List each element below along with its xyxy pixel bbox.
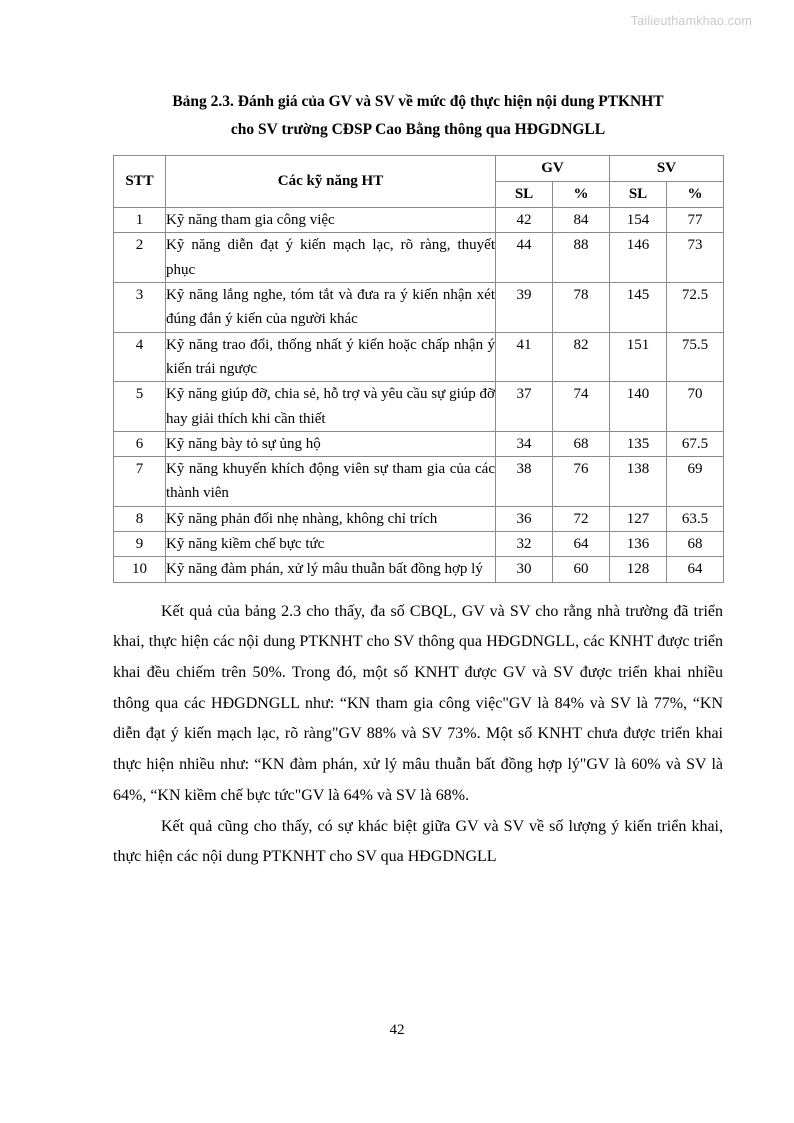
table-header <box>114 156 724 208</box>
cell-skill-name: Kỹ năng khuyến khích động viên sự tham gia của các thành viên <box>166 457 496 507</box>
cell-sv-percent: 69 <box>667 457 724 507</box>
cell-gv-sl: 37 <box>496 382 553 432</box>
evaluation-table <box>113 155 724 582</box>
cell-stt: 3 <box>114 283 166 333</box>
cell-gv-percent: 84 <box>553 208 610 233</box>
table-row <box>114 382 724 432</box>
cell-stt: 1 <box>114 208 166 233</box>
cell-gv-sl: 36 <box>496 506 553 531</box>
table-row <box>114 457 724 507</box>
cell-sv-sl: 127 <box>610 506 667 531</box>
cell-stt: 7 <box>114 457 166 507</box>
cell-skill-name: Kỹ năng lắng nghe, tóm tắt và đưa ra ý kiến nhận xét đúng đắn ý kiến của người khác <box>166 283 496 333</box>
cell-sv-percent: 73 <box>667 233 724 283</box>
cell-gv-percent: 88 <box>553 233 610 283</box>
cell-sv-percent: 63.5 <box>667 506 724 531</box>
cell-sv-sl: 128 <box>610 557 667 582</box>
cell-gv-percent: 64 <box>553 532 610 557</box>
cell-skill-name: Kỹ năng kiềm chế bực tức <box>166 532 496 557</box>
column-header-sv-percent: % <box>667 182 724 208</box>
cell-sv-sl: 138 <box>610 457 667 507</box>
column-header-gv-percent: % <box>553 182 610 208</box>
cell-gv-percent: 60 <box>553 557 610 582</box>
table-caption-line-1: Bảng 2.3. Đánh giá của GV và SV về mức độ thực hiện nội dung PTKNHT <box>172 93 664 110</box>
column-group-header-sv: SV <box>610 156 724 182</box>
cell-sv-sl: 135 <box>610 431 667 456</box>
cell-sv-sl: 140 <box>610 382 667 432</box>
cell-stt: 10 <box>114 557 166 582</box>
cell-sv-sl: 151 <box>610 332 667 382</box>
cell-gv-percent: 68 <box>553 431 610 456</box>
cell-gv-percent: 82 <box>553 332 610 382</box>
cell-gv-percent: 78 <box>553 283 610 333</box>
cell-sv-percent: 64 <box>667 557 724 582</box>
table-row <box>114 283 724 333</box>
table-caption <box>113 88 723 143</box>
page-content <box>113 0 723 873</box>
cell-gv-sl: 42 <box>496 208 553 233</box>
column-header-stt: STT <box>114 156 166 208</box>
cell-gv-percent: 74 <box>553 382 610 432</box>
table-caption-line-2: cho SV trường CĐSP Cao Bằng thông qua HĐGDNGLL <box>230 120 606 138</box>
cell-skill-name: Kỹ năng tham gia công việc <box>166 208 496 233</box>
table-header-row-1 <box>114 156 724 182</box>
cell-stt: 4 <box>114 332 166 382</box>
table-row <box>114 332 724 382</box>
cell-sv-sl: 146 <box>610 233 667 283</box>
site-watermark: Tailieuthamkhao.com <box>630 14 752 28</box>
cell-gv-sl: 30 <box>496 557 553 582</box>
table-row <box>114 431 724 456</box>
cell-skill-name: Kỹ năng giúp đỡ, chia sẻ, hỗ trợ và yêu cầu sự giúp đỡ hay giải thích khi cần thiết <box>166 382 496 432</box>
cell-sv-percent: 77 <box>667 208 724 233</box>
table-row <box>114 506 724 531</box>
cell-skill-name: Kỹ năng diễn đạt ý kiến mạch lạc, rõ ràng, thuyết phục <box>166 233 496 283</box>
cell-gv-sl: 39 <box>496 283 553 333</box>
paragraph-analysis: Kết quả của bảng 2.3 cho thấy, đa số CBQL, GV và SV cho rằng nhà trường đã triển khai, thực hiện các nội dung PTKNHT cho SV thông qua HĐGDNGLL, các KNHT được triển khai đều chiếm trên 50%. Trong đó, một số KNHT được GV và SV được triển khai nhiều thông qua các HĐGDNGLL như: “KN tham gia công việc"GV là 84% và SV là 77%, “KN diễn đạt ý kiến mạch lạc, rõ ràng"GV 88% và SV 73%. Một số KNHT chưa được triển khai thực hiện nhiều như: “KN đàm phán, xử lý mâu thuẫn bất đồng hợp lý"GV là 60% và SV là 64%, “KN kiềm chế bực tức"GV là 64% và SV là 68%. <box>113 602 723 804</box>
cell-gv-sl: 34 <box>496 431 553 456</box>
cell-stt: 2 <box>114 233 166 283</box>
cell-sv-sl: 145 <box>610 283 667 333</box>
cell-gv-sl: 41 <box>496 332 553 382</box>
cell-skill-name: Kỹ năng đàm phán, xử lý mâu thuẫn bất đồng hợp lý <box>166 557 496 582</box>
cell-sv-sl: 136 <box>610 532 667 557</box>
cell-gv-sl: 38 <box>496 457 553 507</box>
cell-gv-percent: 72 <box>553 506 610 531</box>
table-body <box>114 208 724 582</box>
cell-sv-percent: 70 <box>667 382 724 432</box>
table-row <box>114 208 724 233</box>
cell-sv-percent: 75.5 <box>667 332 724 382</box>
cell-skill-name: Kỹ năng trao đổi, thống nhất ý kiến hoặc chấp nhận ý kiến trái ngược <box>166 332 496 382</box>
cell-sv-percent: 68 <box>667 532 724 557</box>
cell-stt: 9 <box>114 532 166 557</box>
cell-stt: 6 <box>114 431 166 456</box>
table-row <box>114 532 724 557</box>
cell-gv-sl: 44 <box>496 233 553 283</box>
cell-stt: 8 <box>114 506 166 531</box>
cell-stt: 5 <box>114 382 166 432</box>
cell-sv-sl: 154 <box>610 208 667 233</box>
cell-sv-percent: 72.5 <box>667 283 724 333</box>
page-number: 42 <box>389 1022 405 1038</box>
column-header-gv-sl: SL <box>496 182 553 208</box>
table-row <box>114 233 724 283</box>
column-header-skills: Các kỹ năng HT <box>166 156 496 208</box>
cell-sv-percent: 67.5 <box>667 431 724 456</box>
body-text <box>113 597 723 873</box>
column-header-sv-sl: SL <box>610 182 667 208</box>
cell-skill-name: Kỹ năng bày tỏ sự ủng hộ <box>166 431 496 456</box>
column-group-header-gv: GV <box>496 156 610 182</box>
paragraph-conclusion: Kết quả cũng cho thấy, có sự khác biệt giữa GV và SV về số lượng ý kiến triển khai, thực hiện các nội dung PTKNHT cho SV qua HĐGDNGLL <box>113 817 723 866</box>
cell-gv-sl: 32 <box>496 532 553 557</box>
cell-skill-name: Kỹ năng phản đối nhẹ nhàng, không chỉ trích <box>166 506 496 531</box>
table-row <box>114 557 724 582</box>
cell-gv-percent: 76 <box>553 457 610 507</box>
